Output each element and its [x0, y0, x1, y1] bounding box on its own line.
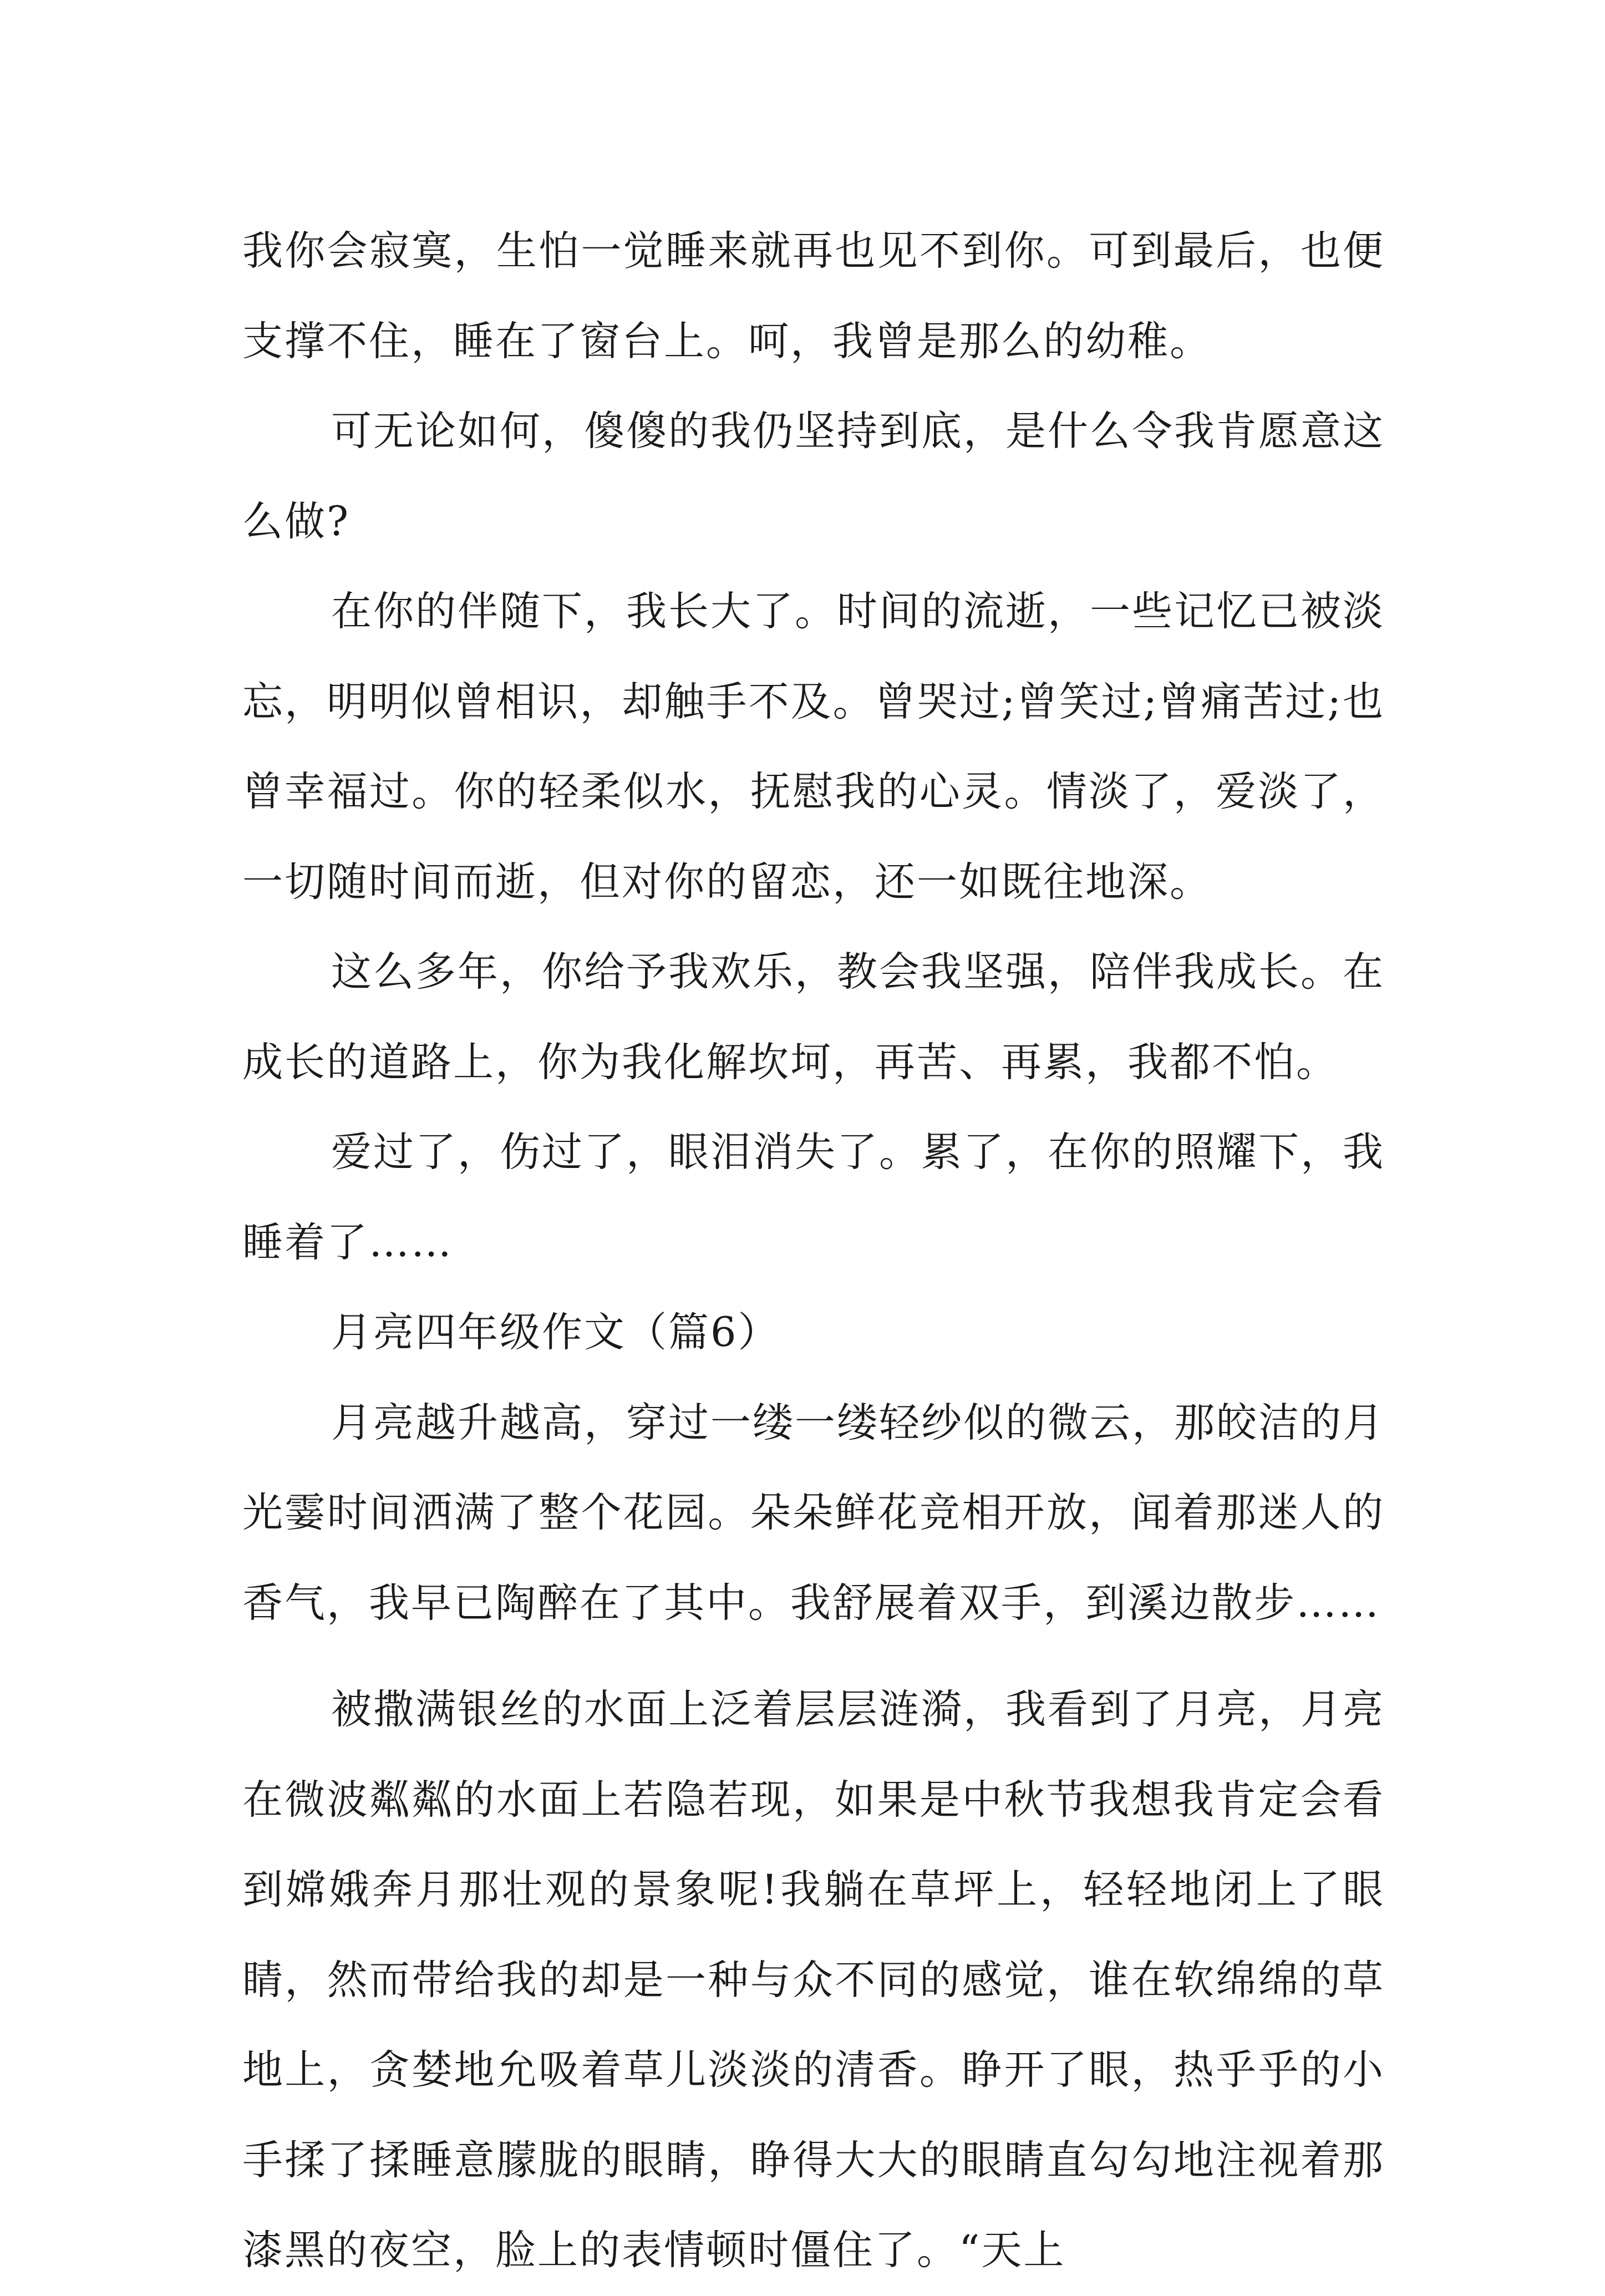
document-body: [242, 206, 1385, 2296]
paragraph-1: 我你会寂寞，生怕一觉睡来就再也见不到你。可到最后，也便支撑不住，睡在了窗台上。呵，我曾是那么的幼稚。: [242, 227, 1385, 365]
paragraph-7: 被撒满银丝的水面上泛着层层涟漪，我看到了月亮，月亮在微波粼粼的水面上若隐若现，如果是中秋节我想我肯定会看到嫦娥奔月那壮观的景象呢!我躺在草坪上，轻轻地闭上了眼睛，然而带给我的却是一种与众不同的感觉，谁在软绵绵的草地上，贪婪地允吸着草儿淡淡的清香。睁开了眼，热乎乎的小手揉了揉睡意朦胧的眼睛，睁得大大的眼睛直勾勾地注视着那漆黑的夜空，脸上的表情顿时僵住了。“天上: [242, 1686, 1385, 2274]
paragraph-2: 可无论如何，傻傻的我仍坚持到底，是什么令我肯愿意这么做?: [242, 408, 1385, 545]
paragraph-3: 在你的伴随下，我长大了。时间的流逝，一些记忆已被淡忘，明明似曾相识，却触手不及。曾哭过;曾笑过;曾痛苦过;也曾幸福过。你的轻柔似水，抚慰我的心灵。情淡了，爱淡了，一切随时间而逝，但对你的留恋，还一如既往地深。: [242, 588, 1385, 906]
section-heading: 月亮四年级作文（篇6）: [331, 1309, 780, 1356]
paragraph-4: 这么多年，你给予我欢乐，教会我坚强，陪伴我成长。在成长的道路上，你为我化解坎坷，再苦、再累，我都不怕。: [242, 948, 1385, 1086]
paragraph-6: 月亮越升越高，穿过一缕一缕轻纱似的微云，那皎洁的月光霎时间洒满了整个花园。朵朵鲜花竞相开放，闻着那迷人的香气，我早已陶醉在了其中。我舒展着双手，到溪边散步……: [242, 1399, 1385, 1627]
paragraph-5: 爱过了，伤过了，眼泪消失了。累了，在你的照耀下，我睡着了……: [242, 1129, 1385, 1266]
